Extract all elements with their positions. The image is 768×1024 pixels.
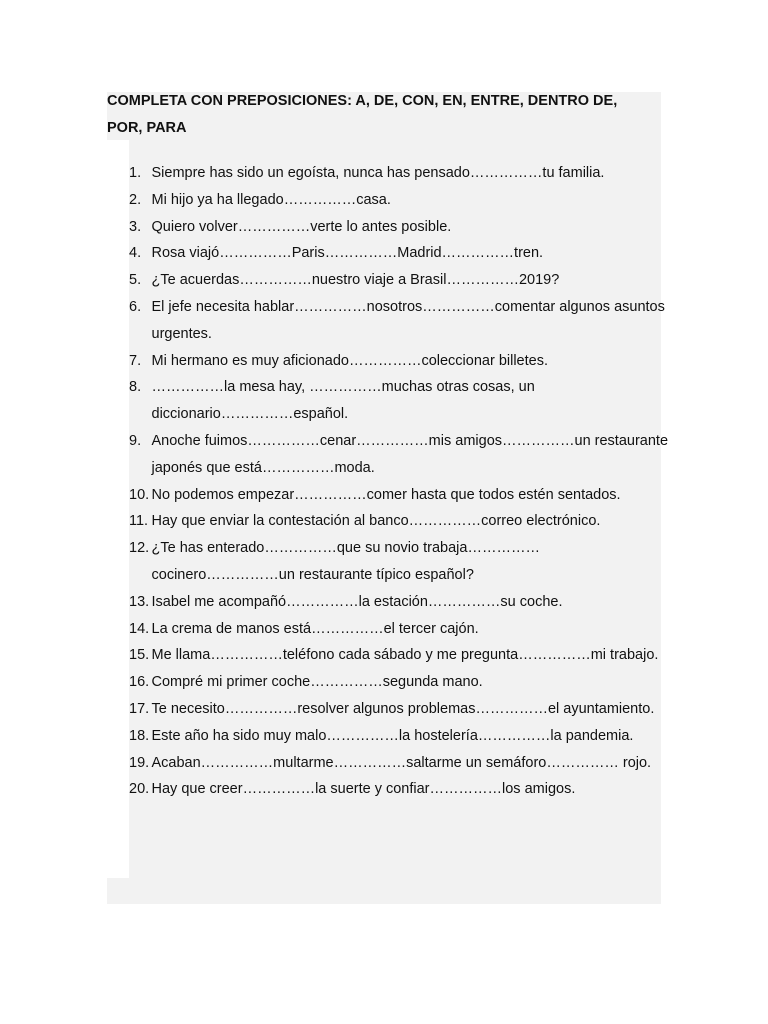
item-text: Me llama……………teléfono cada sábado y me pregunta……………mi trabajo. [151,647,659,664]
list-item [129,642,669,669]
list-item [129,267,669,294]
item-text: Te necesito……………resolver algunos problemas……………el ayuntamiento. [151,700,655,717]
list-item [129,374,669,428]
item-text: Hay que creer……………la suerte y confiar……………los amigos. [151,781,576,798]
item-number: 16. [129,674,150,691]
list-item [129,482,669,509]
item-number: 17. [129,700,150,717]
item-text: ……………la mesa hay, ……………muchas otras cosas, un diccionario……………español. [151,379,535,423]
item-text: El jefe necesita hablar……………nosotros……………comentar algunos asuntos urgentes. [151,298,665,342]
item-number: 10. [129,486,150,503]
page-title: COMPLETA CON PREPOSICIONES: A, DE, CON, EN, ENTRE, DENTRO DE, POR, PARA [107,93,618,136]
item-text: Siempre has sido un egoísta, nunca has pensado……………tu familia. [151,165,605,181]
list-item [129,696,669,723]
item-text: Quiero volver……………verte lo antes posible. [151,218,452,235]
item-text: La crema de manos está……………el tercer cajón. [151,620,479,637]
item-text: Compré mi primer coche……………segunda mano. [151,674,483,691]
item-number: 1. [129,165,142,181]
item-number: 20. [129,781,150,798]
list-item [129,214,669,241]
item-number: 14. [129,620,150,637]
item-number: 3. [129,218,142,235]
item-number: 5. [129,272,142,289]
list-item [129,750,669,777]
item-text: No podemos empezar……………comer hasta que todos estén sentados. [151,486,621,503]
item-number: 8. [129,379,142,396]
item-number: 2. [129,191,142,208]
item-text: Mi hijo ya ha llegado……………casa. [151,191,391,208]
item-number: 15. [129,647,150,664]
list-item [129,428,669,482]
list-item [129,348,669,375]
item-text: ¿Te acuerdas……………nuestro viaje a Brasil……………2019? [151,272,560,289]
exercise-list [129,160,669,803]
item-number: 6. [129,298,142,315]
list-item [129,240,669,267]
list-item [129,669,669,696]
item-number: 12. [129,540,150,557]
list-item [129,160,669,187]
item-number: 9. [129,432,142,449]
list-margin [107,140,129,878]
item-text: Rosa viajó……………Paris……………Madrid……………tren. [151,245,544,262]
item-number: 18. [129,727,150,744]
item-text: Hay que enviar la contestación al banco……………correo electrónico. [151,513,601,530]
list-item [129,723,669,750]
item-text: Acaban……………multarme……………saltarme un semáforo…………… rojo. [151,754,652,771]
list-item [129,294,669,348]
item-text: Isabel me acompañó……………la estación……………su coche. [151,593,563,610]
item-text: ¿Te has enterado……………que su novio trabaja…………… cocinero……………un restaurante típico español? [151,540,540,583]
item-number: 7. [129,352,142,369]
list-item [129,535,669,589]
item-number: 19. [129,754,150,771]
item-number: 11. [129,513,149,530]
list-item [129,616,669,643]
list-item [129,187,669,214]
item-text: Anoche fuimos……………cenar……………mis amigos……………un restaurante japonés que está……………moda. [151,432,669,476]
item-number: 13. [129,593,150,610]
item-text: Este año ha sido muy malo……………la hostelería……………la pandemia. [151,727,634,744]
list-item [129,508,669,535]
item-text: Mi hermano es muy aficionado……………coleccionar billetes. [151,352,548,369]
list-item [129,776,669,803]
list-item [129,589,669,616]
item-number: 4. [129,245,142,262]
